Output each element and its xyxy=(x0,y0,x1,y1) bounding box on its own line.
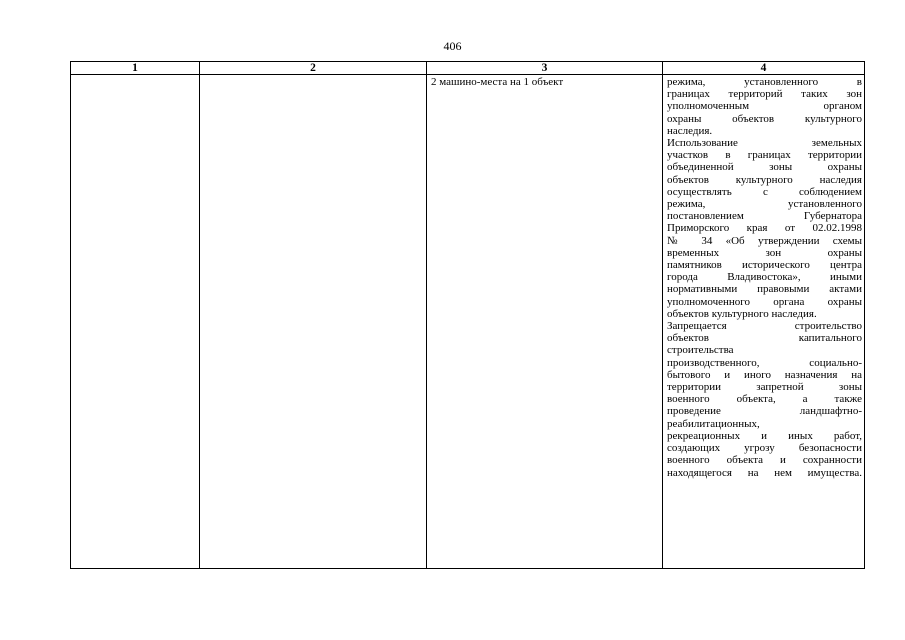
text-line: режима, установленного xyxy=(667,198,862,211)
text-line: строительства xyxy=(667,344,734,357)
text-line: производственного, социально- xyxy=(667,356,862,369)
text-line: объектов культурного наследия xyxy=(667,173,862,186)
text-line: бытового и иного назначения на xyxy=(667,368,862,381)
regulations-table xyxy=(70,61,865,569)
text-line: режима, установленного в xyxy=(667,76,862,88)
cell-parking-requirement: 2 машино-места на 1 объект xyxy=(427,75,663,569)
text-line: военного объекта, а также xyxy=(667,393,862,406)
column-header-3: 3 xyxy=(427,62,663,75)
text-line: объединенной зоны охраны xyxy=(667,161,862,174)
cell-col2 xyxy=(200,75,427,569)
table-row xyxy=(71,75,865,569)
column-header-4: 4 xyxy=(663,62,865,75)
text-line: охраны объектов культурного xyxy=(667,112,862,125)
text-line: реабилитационных, xyxy=(667,417,760,430)
text-line: постановлением Губернатора xyxy=(667,210,862,223)
text-line: уполномоченным органом xyxy=(667,100,862,113)
text-line: границах территорий таких зон xyxy=(667,88,862,101)
text-line: территории запретной зоны xyxy=(667,381,862,394)
text-line: рекреационных и иных работ, xyxy=(667,429,862,442)
text-line: осуществлять с соблюдением xyxy=(667,185,862,198)
text-line: военного объекта и сохранности xyxy=(667,454,862,467)
cell-regulations-text xyxy=(663,75,865,569)
page-number: 406 xyxy=(443,39,462,53)
text-line: создающих угрозу безопасности xyxy=(667,442,862,455)
text-line: Использование земельных xyxy=(667,137,862,150)
text-line: временных зон охраны xyxy=(667,246,862,259)
text-line: памятников исторического центра xyxy=(667,259,862,272)
text-line: объектов капитального xyxy=(667,332,862,345)
cell-col1 xyxy=(71,75,200,569)
column-header-2: 2 xyxy=(200,62,427,75)
text-line: № 34 «Об утверждении схемы xyxy=(667,234,862,247)
text-line: Запрещается строительство xyxy=(667,320,862,333)
text-line: города Владивостока», иными xyxy=(667,271,862,284)
text-line: нормативными правовыми актами xyxy=(667,283,862,296)
text-line: находящегося на нем имущества. xyxy=(667,466,862,479)
text-line: проведение ландшафтно- xyxy=(667,405,862,418)
text-line: Приморского края от 02.02.1998 xyxy=(667,222,862,235)
table-header-row xyxy=(71,62,865,75)
column-header-1: 1 xyxy=(71,62,200,75)
text-line: наследия. xyxy=(667,124,713,137)
text-line: участков в границах территории xyxy=(667,149,862,162)
text-line: уполномоченного органа охраны xyxy=(667,295,862,308)
text-line: объектов культурного наследия. xyxy=(667,307,817,320)
